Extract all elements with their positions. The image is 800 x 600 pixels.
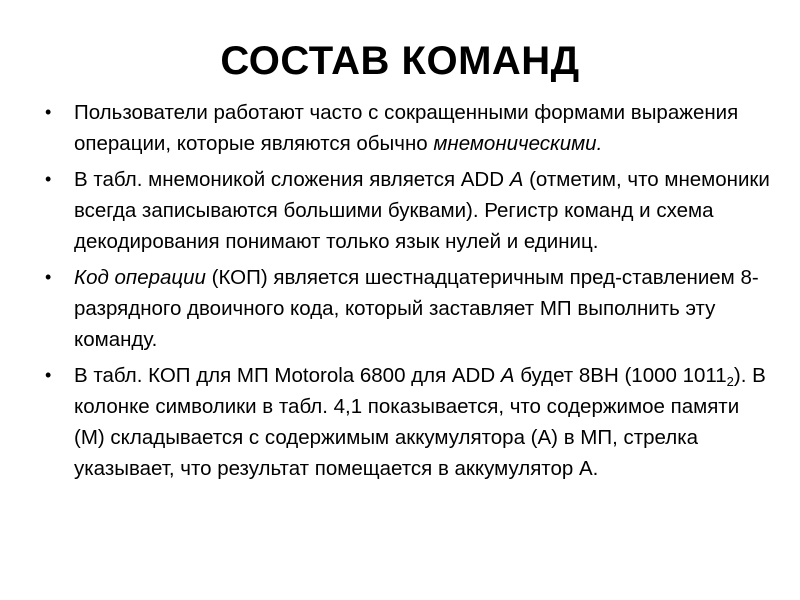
bullet-marker: • [45,169,52,189]
bullet-marker: • [45,365,52,385]
bullet-item [44,164,774,257]
bullet-item [44,262,774,355]
subscript-text: 2 [726,374,734,389]
slide-title: СОСТАВ КОМАНД [220,39,580,83]
italic-text: Код операции [74,266,206,289]
text-run: В табл. КОП для МП Motorola 6800 для ADD [74,364,501,387]
text-run: (отметим, что мнемоники всегда записываются большими буквами). Регистр команд и схема декодирования понимают только язык нулей и единиц. [74,168,770,253]
italic-text: А [509,168,524,191]
bullet-list [44,97,774,489]
text-run: Пользователи работают часто с сокращенными формами выражения операции, которые являются обычно [74,101,739,155]
bullet-item [44,360,774,484]
bullet-text [74,168,770,253]
bullet-text [74,364,766,480]
bullet-text [74,266,759,351]
text-run: будет 8ВН (1000 1011 [514,364,727,387]
text-run: (КОП) является шестнадцатеричным пред-ставлением 8-разрядного двоичного кода, который заставляет МП выполнить эту команду. [74,266,759,351]
italic-text: мнемоническими. [433,132,603,155]
text-run: ). В колонке символики в табл. 4,1 показывается, что содержимое памяти (М) складывается с содержимым аккумулятора (А) в МП, стрелка указывает, что результат помещается в аккумулятор А. [74,364,766,480]
bullet-marker: • [45,102,52,122]
text-run: В табл. мнемоникой сложения является ADD [74,168,510,191]
bullet-text [74,101,738,155]
bullet-marker: • [45,267,52,287]
italic-text: А [500,364,515,387]
bullet-item [44,97,774,159]
